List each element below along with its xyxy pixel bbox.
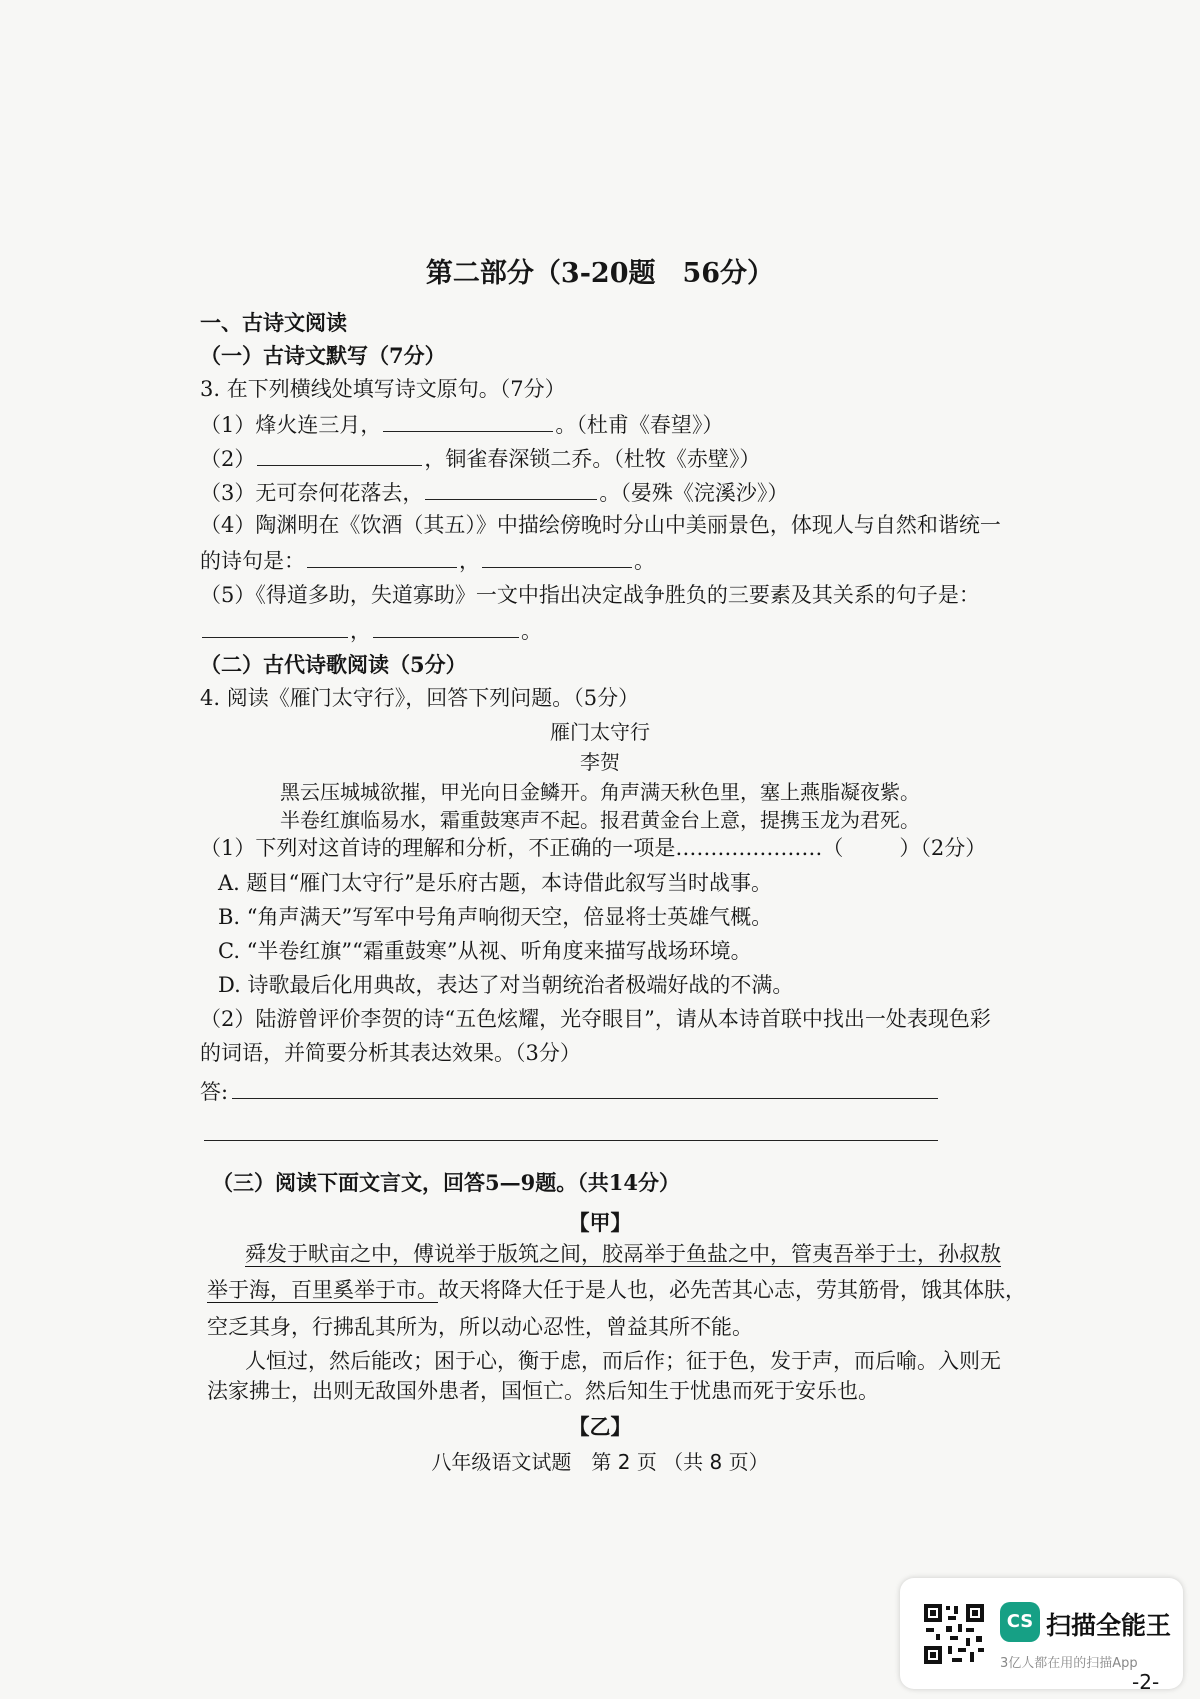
scanner-brand-name: 扫描全能王	[1046, 1611, 1172, 1640]
passage-jia-line-4: 人恒过，然后能改；困于心，衡于虑，而后作；征于色，发于声，而后喻。入则无	[245, 1349, 1001, 1373]
passage-jia-line-3: 空乏其身，行拂乱其所为，所以动心忍性，曾益其所不能。	[207, 1315, 753, 1339]
qr-code-icon	[922, 1602, 986, 1666]
answer-blank[interactable]	[482, 547, 632, 568]
part-title: 第二部分（3-20题 56分）	[425, 258, 775, 289]
question-3-5-line2: ， 。	[200, 617, 542, 644]
answer-blank[interactable]	[307, 547, 457, 568]
answer-blank[interactable]	[425, 479, 597, 500]
camscanner-logo: CS	[1000, 1602, 1040, 1642]
question-3-5-line1: （5）《得道多助，失道寡助》一文中指出决定战争胜负的三要素及其关系的句子是：	[200, 583, 980, 607]
subsection-classical-prose: （三）阅读下面文言文，回答5—9题。（共14分）	[212, 1170, 680, 1195]
poem-line-1: 黑云压城城欲摧，甲光向日金鳞开。角声满天秋色里，塞上燕脂凝夜紫。	[280, 780, 920, 804]
scanner-tagline: 3亿人都在用的扫描App	[1000, 1656, 1138, 1671]
question-3-3: （3）无可奈何花落去， 。（晏殊《浣溪沙》）	[200, 481, 789, 505]
question-4-1: （1）下列对这首诗的理解和分析，不正确的一项是…………………（ ）（2分）	[200, 836, 987, 860]
passage-jia-label: 【甲】	[568, 1210, 632, 1235]
question-3-4-line2: 的诗句是： ， 。	[200, 549, 655, 573]
question-3-2: （2） ，铜雀春深锁二乔。（杜牧《赤壁》）	[200, 447, 761, 471]
question-4-2-line2: 的词语，并简要分析其表达效果。（3分）	[200, 1041, 581, 1065]
answer-line[interactable]	[232, 1098, 938, 1099]
passage-jia-line-2: 举于海，百里奚举于市。故天将降大任于是人也，必先苦其心志，劳其筋骨，饿其体肤，	[207, 1278, 1026, 1302]
answer-line[interactable]	[204, 1140, 938, 1141]
answer-blank[interactable]	[373, 617, 519, 638]
option-a: A. 题目“雁门太守行”是乐府古题，本诗借此叙写当时战事。	[218, 871, 772, 895]
poem-title: 雁门太守行	[550, 720, 650, 744]
passage-jia-line-5: 法家拂士，出则无敌国外患者，国恒亡。然后知生于忧患而死于安乐也。	[207, 1379, 879, 1403]
question-4-stem: 4. 阅读《雁门太守行》，回答下列问题。（5分）	[200, 686, 640, 710]
page-mark: -2-	[1132, 1670, 1160, 1694]
question-3-stem: 3. 在下列横线处填写诗文原句。（7分）	[200, 377, 566, 401]
passage-jia-line-1: 舜发于畎亩之中，傅说举于版筑之间，胶鬲举于鱼盐之中，管夷吾举于士，孙叔敖	[245, 1242, 1001, 1266]
question-4-2-line1: （2）陆游曾评价李贺的诗“五色炫耀，光夺眼目”，请从本诗首联中找出一处表现色彩	[200, 1007, 991, 1031]
answer-label: 答:	[200, 1080, 229, 1104]
option-c: C. “半卷红旗”“霜重鼓寒”从视、听角度来描写战场环境。	[218, 939, 752, 963]
answer-blank[interactable]	[383, 411, 553, 432]
question-3-4-line1: （4）陶渊明在《饮酒（其五）》中描绘傍晚时分山中美丽景色，体现人与自然和谐统一	[200, 513, 1001, 537]
section-heading-classical: 一、古诗文阅读	[200, 310, 347, 335]
page-footer: 八年级语文试题 第 2 页 （共 8 页）	[431, 1450, 769, 1474]
subsection-poetry-reading: （二）古代诗歌阅读（5分）	[200, 652, 467, 677]
subsection-dictation: （一）古诗文默写（7分）	[200, 343, 446, 368]
question-3-1: （1）烽火连三月， 。（杜甫《春望》）	[200, 413, 724, 437]
answer-blank[interactable]	[257, 445, 422, 466]
passage-yi-label: 【乙】	[568, 1414, 632, 1439]
poem-author: 李贺	[580, 750, 620, 774]
option-d: D. 诗歌最后化用典故，表达了对当朝统治者极端好战的不满。	[218, 973, 794, 997]
poem-line-2: 半卷红旗临易水，霜重鼓寒声不起。报君黄金台上意，提携玉龙为君死。	[280, 808, 920, 832]
option-b: B. “角声满天”写军中号角声响彻天空，倍显将士英雄气概。	[218, 905, 773, 929]
answer-blank[interactable]	[202, 617, 348, 638]
